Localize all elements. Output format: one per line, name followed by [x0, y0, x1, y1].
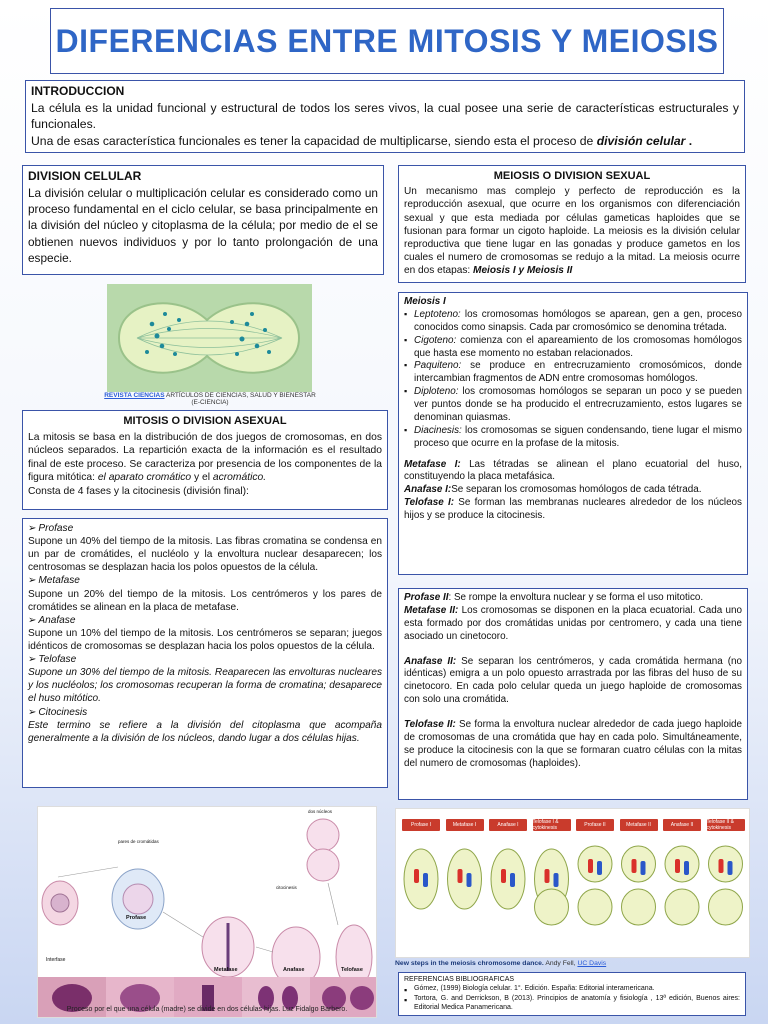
- mitosis-box: [22, 410, 388, 510]
- intro-p2-emph: división celular: [596, 133, 686, 148]
- meiosis-caption-link[interactable]: UC Davis: [577, 960, 607, 967]
- ref-item: ▪ Gómez, (1999) Biología celular. 1°. Edición. España: Editorial interamericana.: [404, 984, 740, 993]
- chromosome-blue: [684, 861, 689, 875]
- anafase2-desc: Se separan los centrómeros, y cada cromátida hermana (no idénticas) emigra a un polo opuesto arrastrada por las fibras del huso de su cinetocoro. En cada polo celular queda un juego haploide de cromosomas con solo una cromátida.: [404, 655, 742, 706]
- mitosis-heading: MITOSIS O DIVISION ASEXUAL: [123, 415, 287, 427]
- meiosis1-item: [404, 360, 742, 386]
- mitosis-phases-illustration: [38, 807, 377, 1018]
- telofase2-term: Telofase II:: [404, 719, 456, 730]
- profase-text: Supone un 40% del tiempo de la mitosis. Las fibras cromatina se condensa en un par de cromátides, el nucléolo y la envoltura nuclear desaparecen; los centrosomas se desplazan hacia los polos opuestos de la célula.: [28, 536, 382, 574]
- item-term: Diploteno:: [414, 386, 459, 398]
- meiosis1-heading: Meiosis I: [404, 296, 446, 307]
- chromosome-blue: [554, 873, 559, 887]
- meiosis-cell: [578, 846, 612, 882]
- profase-heading: [28, 522, 382, 535]
- item-text: se produce en entrecruzamiento cromosómicos, donde intercambian fragmentos de ADN entre cromosomas homólogos.: [414, 360, 742, 385]
- chromosome-red: [545, 869, 550, 883]
- anafase-heading: [28, 614, 382, 627]
- profase2-text: [404, 592, 742, 605]
- telofase2-desc: Se forma la envoltura nuclear alrededor de cada juego haploide de cromosomas de una cromátida que hay en cada polo. Simultáneamente, se produce la citocinesis con la que se formaran cuatro células con la mitas del numero de cromosomas (haploides).: [404, 719, 743, 769]
- telofase1-desc: Se forman las membranas nucleares alrededor de los núcleos hijos y se produce la citocinesis.: [404, 497, 742, 521]
- mitosis-p1: [28, 431, 382, 485]
- meiosis1-item: [404, 425, 742, 451]
- meiosis-cell: [622, 889, 656, 925]
- meiosis-cell: [535, 889, 569, 925]
- stage-label: Profase II: [576, 819, 614, 831]
- intro-box: [25, 80, 745, 153]
- stage-label: Anafase II: [663, 819, 701, 831]
- division-box: [22, 165, 384, 275]
- label-interfase: Interfase: [46, 957, 66, 963]
- citocinesis-text: [28, 719, 382, 745]
- meiosis-stages-diagram: [395, 808, 750, 958]
- phases-box: [22, 518, 388, 788]
- meiosis-cell: [665, 846, 699, 882]
- telofase-text: [28, 666, 382, 705]
- meiosis-cell: [448, 849, 482, 909]
- meiosis-cell: [709, 889, 743, 925]
- telofase-heading-text: Telofase: [38, 654, 77, 666]
- label-telofase: Telofase: [341, 967, 363, 973]
- citocinesis-heading-text: Citocinesis: [38, 706, 88, 718]
- stage-label: Telofase II & cytokinesis: [707, 819, 745, 831]
- meiosis-cell: [491, 849, 525, 909]
- label-citocinesis: citocinesis: [276, 885, 297, 890]
- cell-division-image: [107, 284, 312, 392]
- meiosis1-item: [404, 309, 742, 335]
- intro-heading: INTRODUCCION: [31, 84, 125, 98]
- meiosis-cell: [578, 889, 612, 925]
- refs-heading: REFERENCIAS BIBLIOGRAFICAS: [404, 976, 515, 983]
- chromosome-blue: [423, 873, 428, 887]
- stage-label: Anafase I: [489, 819, 527, 831]
- metafase2-desc: Los cromosomas se disponen en la placa ecuatorial. Cada uno esta formado por dos cromátidas unidas por centromero, y cada una tiene asociado un cinetocoro.: [404, 604, 742, 642]
- label-anafase: Anafase: [283, 967, 305, 973]
- mitosis-p2: Consta de 4 fases y la citocinesis (división final):: [28, 485, 249, 497]
- chromosome-red: [458, 869, 463, 883]
- mitosis-p1-mid: y el: [191, 472, 213, 484]
- refs-list: [404, 984, 740, 1012]
- anafase-text: Supone un 10% del tiempo de la mitosis. Los centrómeros se separan; juegos idénticos de cromosomas se desplazan hacia los polos opuestos de la célula.: [28, 627, 382, 652]
- meiosis1-box: [398, 292, 748, 575]
- chromosome-blue: [641, 861, 646, 875]
- metafase1-desc: Las tétradas se alinean el plano ecuatorial del huso, constituyendo la placa metafásica.: [404, 458, 742, 483]
- meiosis-text: [404, 185, 740, 277]
- profase-heading-text: Profase: [38, 523, 74, 534]
- anafase1-term: Anafase I:: [404, 484, 452, 496]
- page-title: DIFERENCIAS ENTRE MITOSIS Y MEIOSIS: [55, 22, 719, 59]
- label-profase: Profase: [126, 915, 147, 921]
- label-metafase: Metafase: [214, 967, 238, 973]
- metafase-heading: [28, 574, 382, 587]
- telofase-heading: [28, 653, 382, 666]
- meiosis-diagram-caption: [395, 960, 675, 967]
- stage-label: Metafase I: [446, 819, 484, 831]
- metafase2-text: [404, 605, 742, 644]
- division-heading: DIVISION CELULAR: [28, 169, 142, 183]
- metafase2-term: Metafase II:: [404, 604, 459, 616]
- stage-label: Telofase I & cytokinesis: [533, 819, 571, 831]
- telofase1-text: [404, 497, 742, 523]
- title-box: [50, 8, 724, 74]
- item-text: los cromosomas se siguen condensando, tiene lugar el mismo proceso que ocurre en la profase de la mitosis.: [414, 424, 742, 449]
- anafase1-desc: Se separan los cromosomas homólogos de cada tétrada.: [451, 484, 702, 496]
- chromosome-red: [501, 869, 506, 883]
- anafase2-term: Anafase II:: [404, 655, 457, 667]
- caption-rest: ARTÍCULOS DE CIENCIAS, SALUD Y BIENESTAR (E-CIENCIA): [164, 392, 316, 406]
- mitosis-p1-i1: el aparato cromático: [97, 472, 192, 484]
- meiosis1-item: [404, 386, 742, 425]
- metafase-heading-text: Metafase: [38, 575, 80, 587]
- mitosis-diagram-caption: Proceso por el que una célula (madre) se divide en dos células hijas. Luz Fidalgo Barbero.: [66, 1006, 348, 1013]
- caption-link[interactable]: REVISTA CIENCIAS: [104, 392, 165, 399]
- meiosis-heading: MEIOSIS O DIVISION SEXUAL: [493, 170, 651, 182]
- intro-p2-end: .: [685, 133, 693, 148]
- stage-label: Metafase II: [620, 819, 658, 831]
- anafase2-text: [404, 656, 742, 708]
- item-term: Paquiteno:: [414, 360, 462, 372]
- mitosis-diagram: [37, 806, 377, 1018]
- chromosome-red: [675, 859, 680, 873]
- meiosis2-box: [398, 588, 748, 800]
- telofase1-term: Telofase I:: [404, 497, 454, 509]
- chromosome-red: [632, 859, 637, 873]
- item-text: comienza con el apareamiento de los cromosomas homólogos que hasta ese momento no estaban relacionados.: [414, 334, 742, 359]
- item-text: los cromosomas homólogos se aparean, gen a gen, proceso conocidos como sinapsis. Cada par cromosómico se denomina trétada.: [414, 308, 742, 333]
- telofase2-text: [404, 719, 742, 771]
- meiosis-box: [398, 165, 746, 283]
- item-term: Cigoteno:: [414, 334, 457, 346]
- telofase-text-i: Supone un 30% del tiempo de la mitosis. Reaparecen las envolturas nucleares y los nucléolos; los cromosomas recuperan la forma de cromatina; desaparece el huso mitótico.: [28, 667, 382, 705]
- metafase1-term: Metafase I:: [404, 458, 461, 470]
- cell-image-caption: [100, 392, 320, 406]
- chromosome-red: [719, 859, 724, 873]
- item-text: los cromosomas homólogos se separan un poco y se pueden ver puntos donde se ha producido el entrecruzamiento, estos lugares se denominan quiasmas.: [414, 386, 742, 423]
- meiosis-caption-author: Andy Fell,: [543, 960, 578, 967]
- meiosis-cell: [404, 849, 438, 909]
- profase2-desc: : Se rompe la envoltura nuclear y se forma el uso mitotico.: [448, 592, 704, 603]
- profase2-term: Profase II: [404, 592, 449, 603]
- mitosis-p1-i2: acromático.: [212, 472, 267, 484]
- chromosome-blue: [467, 873, 472, 887]
- refs-box: [398, 972, 746, 1016]
- metafase1-text: [404, 459, 742, 485]
- anafase-heading-text: Anafase: [38, 614, 76, 626]
- chromosome-red: [414, 869, 419, 883]
- division-text: La división celular o multiplicación celular es considerado como un proceso fundamental en el ciclo celular, se basa principalmente en la división del núcleo y citoplasma de la célula; por medio de el se obtienen nuevos individuos y por lo tanto prolongación de una especie.: [28, 185, 378, 265]
- label-dos-nucleos: dos núcleos: [308, 809, 333, 814]
- chromosome-blue: [597, 861, 602, 875]
- meiosis-cell: [622, 846, 656, 882]
- intro-p2: [31, 133, 739, 149]
- meiosis-cell: [709, 846, 743, 882]
- meiosis1-item: [404, 335, 742, 361]
- meiosis-text-emph: Meiosis I y Meiosis II: [473, 264, 573, 276]
- intro-p2-text: Una de esas característica funcionales es tener la capacidad de multiplicarse, siendo esta el proceso de: [31, 133, 597, 148]
- citocinesis-heading: [28, 706, 382, 719]
- meiosis-cells-illustration: [396, 809, 750, 958]
- stage-label: Profase I: [402, 819, 440, 831]
- chromosome-red: [588, 859, 593, 873]
- item-term: Diacinesis:: [414, 424, 462, 436]
- chromosome-blue: [728, 861, 733, 875]
- citocinesis-text-i: Este termino se refiere a la división del citoplasma que acompaña generalmente a la división de los núcleos, dando lugar a dos células hijas.: [28, 719, 382, 744]
- ref-item: ▪ Tortora, G. and Derrickson, B (2013). Principios de anatomía y fisiología , 13ª edición, Buenos aires: Editorial Medica Panamericana.: [404, 994, 740, 1013]
- meiosis-cell: [665, 889, 699, 925]
- mitosis-p1-text: La mitosis se basa en la distribución de dos juegos de cromosomas, en dos núcleos separados. La repartición exacta de la información es el resultado final de este proceso. Se caracteriza por presencia de los componentes de la figura mitótica:: [28, 431, 382, 484]
- meiosis1-list: [404, 309, 742, 451]
- anafase1-text: [404, 484, 742, 497]
- chromosome-blue: [510, 873, 515, 887]
- dividing-cell-illustration: [107, 284, 312, 392]
- item-term: Leptoteno:: [414, 308, 461, 320]
- label-pares: pares de cromátidas: [118, 839, 159, 844]
- intro-p1: La célula es la unidad funcional y estructural de todos los seres vivos, la cual posee una serie de características estructurales y funcionales.: [31, 100, 739, 132]
- meiosis-caption-bold: New steps in the meiosis chromosome dance.: [395, 960, 544, 967]
- metafase-text: Supone un 20% del tiempo de la mitosis. Los centrómeros y los pares de cromátides se alinean en la placa de metafase.: [28, 588, 382, 613]
- meiosis-text-span: Un mecanismo mas complejo y perfecto de reproducción es la reproducción asexual, que ocurre en los organismos con diferenciación sexual y que esta mediada por células gameticas haploides que se fusionan para formar un cigoto haploide. La meiosis es la división celular reproductiva que tiene lugar en las gonadas y produce gametos en los cuales el numero de cromosomas se redujo a la mitad. La meiosis ocurre en dos etapas:: [404, 186, 740, 276]
